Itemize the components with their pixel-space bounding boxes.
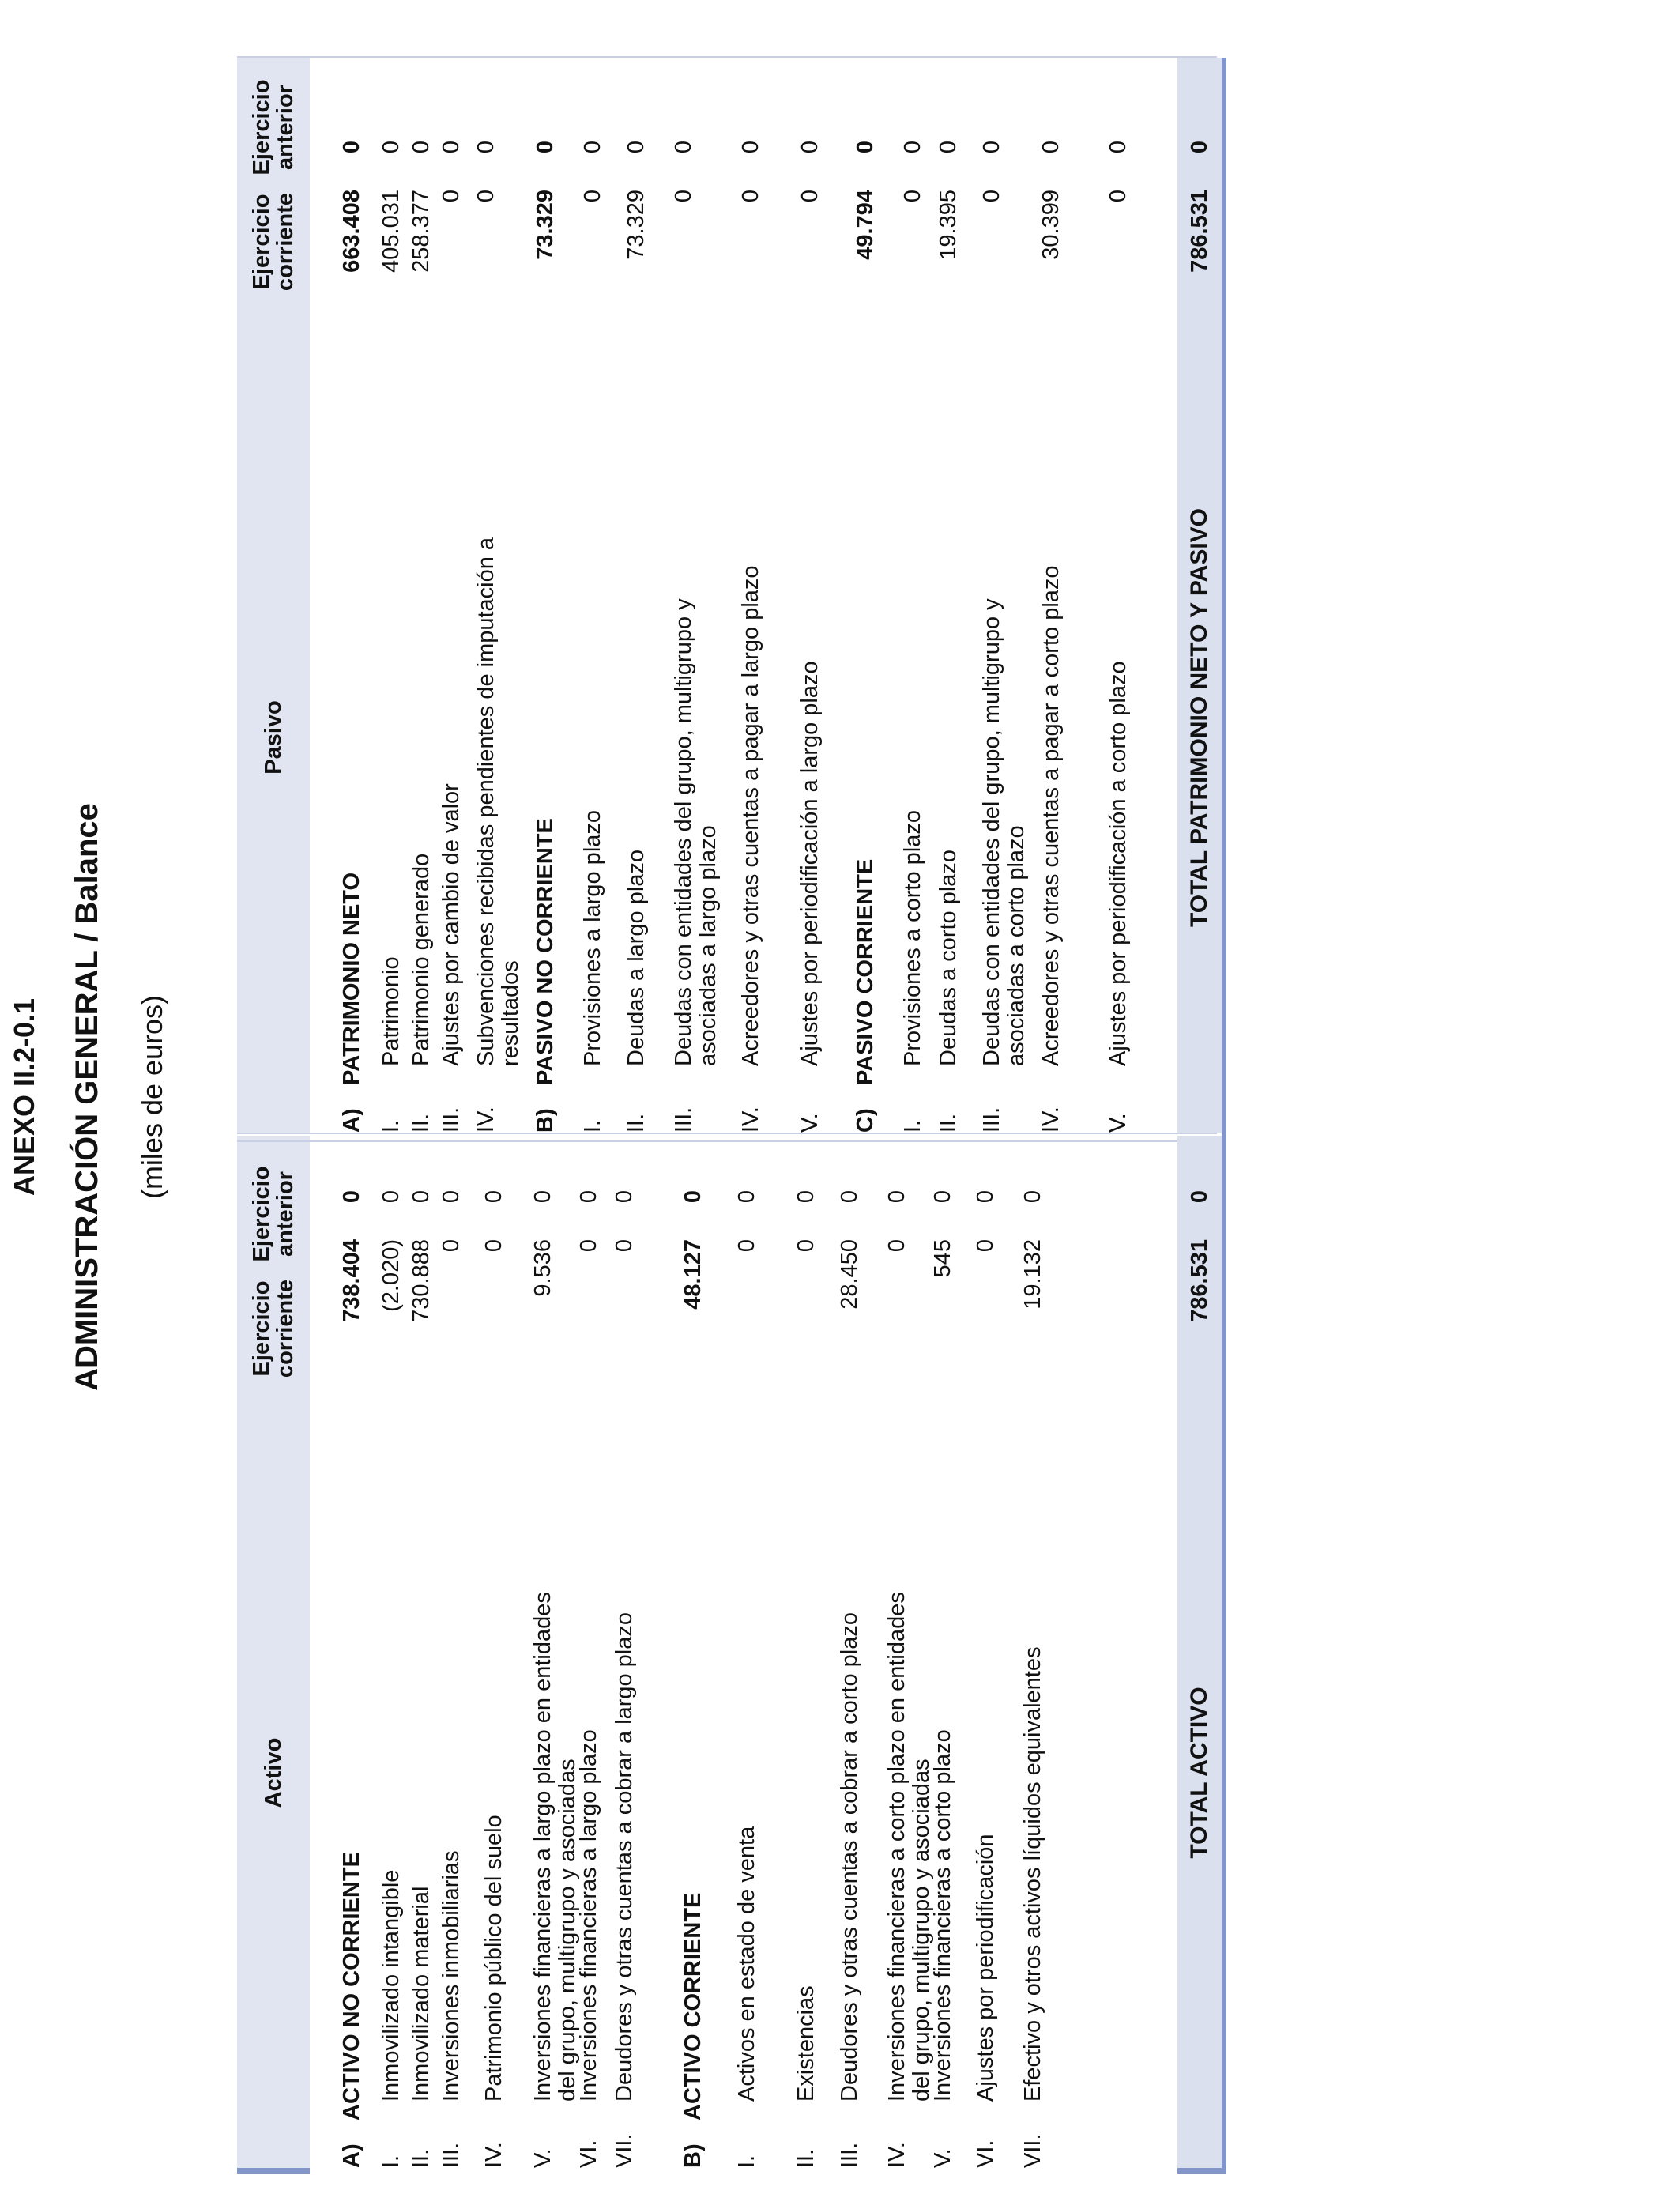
activo-row-current: 0 xyxy=(793,1239,819,1253)
activo-row-current: 738.404 xyxy=(339,1239,364,1322)
activo-row-current: 730.888 xyxy=(409,1239,434,1322)
pasivo-row-current: 405.031 xyxy=(379,190,404,273)
pasivo-row-label: Acreedores y otras cuentas a pagar a largo plazo xyxy=(738,565,763,1066)
activo-row-code: VII. xyxy=(1020,2133,1045,2168)
activo-row-previous: 0 xyxy=(680,1190,706,1204)
pasivo-row-current: 0 xyxy=(900,190,925,203)
pasivo-row-code: A) xyxy=(339,1108,364,1133)
pasivo-row-label: PASIVO CORRIENTE xyxy=(853,858,878,1085)
pasivo-row-current: 30.399 xyxy=(1038,190,1064,260)
pasivo-row-code: V. xyxy=(797,1113,823,1133)
activo-row-code: VI. xyxy=(576,2139,601,2168)
activo-row-code: I. xyxy=(379,2154,404,2168)
pasivo-row-previous: 0 xyxy=(439,141,464,154)
pasivo-row-label: PASIVO NO CORRIENTE xyxy=(533,818,558,1085)
pasivo-row-previous: 0 xyxy=(671,141,696,154)
activo-row-label: Inversiones financieras a largo plazo en entidades del grupo, multigrupo y asociadas xyxy=(530,1592,580,2102)
activo-row-previous: 0 xyxy=(612,1190,637,1204)
activo-row-current: 0 xyxy=(973,1239,998,1253)
column-separator xyxy=(237,56,1217,58)
pasivo-row-previous: 0 xyxy=(623,141,649,154)
activo-row-previous: 0 xyxy=(1020,1190,1045,1204)
activo-row-previous: 0 xyxy=(409,1190,434,1204)
pasivo-row-code: B) xyxy=(533,1108,558,1133)
pasivo-row-previous: 0 xyxy=(797,141,823,154)
activo-row-current: (2.020) xyxy=(379,1239,404,1312)
pasivo-row-label: Deudas con entidades del grupo, multigrupo y asociadas a largo plazo xyxy=(671,598,721,1066)
pasivo-row-previous: 0 xyxy=(473,141,499,154)
activo-row-label: Inmovilizado material xyxy=(409,1886,434,2102)
activo-row-label: Efectivo y otros activos líquidos equivalentes xyxy=(1020,1646,1045,2102)
pasivo-row-code: II. xyxy=(936,1113,961,1133)
pasivo-row-previous: 0 xyxy=(1106,141,1131,154)
activo-row-previous: 0 xyxy=(339,1190,364,1204)
total-pasivo-label: TOTAL PATRIMONIO NETO Y PASIVO xyxy=(1186,507,1212,928)
activo-row-previous: 0 xyxy=(530,1190,556,1204)
activo-row-previous: 0 xyxy=(930,1190,955,1204)
activo-row-current: 19.132 xyxy=(1020,1239,1045,1310)
units-subtitle: (miles de euros) xyxy=(136,994,168,1200)
pasivo-row-current: 0 xyxy=(979,190,1004,203)
pasivo-row-label: Subvenciones recibidas pendientes de imputación a resultados xyxy=(473,537,523,1066)
pasivo-row-label: Deudas a corto plazo xyxy=(936,849,961,1066)
pasivo-row-current: 0 xyxy=(797,190,823,203)
pasivo-previous-header: Ejercicio anterior xyxy=(249,79,298,175)
pasivo-row-label: Patrimonio xyxy=(379,956,404,1066)
pasivo-row-code: V. xyxy=(1106,1113,1131,1133)
activo-row-label: Existencias xyxy=(793,1985,819,2102)
pasivo-row-label: Deudas a largo plazo xyxy=(623,849,649,1066)
annex-title: ANEXO II.2-0.1 xyxy=(8,997,40,1197)
column-separator xyxy=(237,1133,1217,1134)
total-activo-previous: 0 xyxy=(1186,1190,1212,1204)
pasivo-row-previous: 0 xyxy=(738,141,763,154)
activo-row-code: III. xyxy=(837,2142,862,2168)
activo-row-code: IV. xyxy=(481,2142,507,2168)
activo-row-code: I. xyxy=(734,2154,759,2168)
pasivo-row-previous: 0 xyxy=(379,141,404,154)
pasivo-row-previous: 0 xyxy=(853,141,878,154)
column-separator xyxy=(237,1140,1217,1142)
activo-row-current: 48.127 xyxy=(680,1239,706,1310)
pasivo-row-current: 0 xyxy=(738,190,763,203)
pasivo-row-previous: 0 xyxy=(936,141,961,154)
activo-row-current: 0 xyxy=(576,1239,601,1253)
activo-row-code: VII. xyxy=(612,2133,637,2168)
pasivo-row-code: III. xyxy=(979,1106,1004,1133)
pasivo-row-code: II. xyxy=(409,1113,434,1133)
pasivo-row-previous: 0 xyxy=(979,141,1004,154)
pasivo-row-code: III. xyxy=(439,1106,464,1133)
pasivo-row-code: IV. xyxy=(1038,1106,1064,1133)
activo-row-current: 28.450 xyxy=(837,1239,862,1310)
pasivo-row-label: Ajustes por periodificación a largo plazo xyxy=(797,661,823,1066)
pasivo-row-current: 19.395 xyxy=(936,190,961,260)
activo-column-header: Activo xyxy=(261,1737,286,1808)
pasivo-row-label: Ajustes por periodificación a corto plazo xyxy=(1106,661,1131,1066)
pasivo-row-previous: 0 xyxy=(533,141,558,154)
page-title: ADMINISTRACIÓN GENERAL / Balance xyxy=(70,803,104,1391)
activo-row-current: 0 xyxy=(734,1239,759,1253)
pasivo-row-label: Acreedores y otras cuentas a pagar a corto plazo xyxy=(1038,565,1064,1066)
activo-row-label: Deudores y otras cuentas a cobrar a largo plazo xyxy=(612,1612,637,2102)
activo-row-label: Inversiones financieras a corto plazo xyxy=(930,1729,955,2102)
activo-row-label: Inmovilizado intangible xyxy=(379,1869,404,2102)
pasivo-row-previous: 0 xyxy=(339,141,364,154)
activo-row-current: 9.536 xyxy=(530,1239,556,1297)
activo-row-label: Activos en estado de venta xyxy=(734,1826,759,2102)
pasivo-row-label: PATRIMONIO NETO xyxy=(339,872,364,1085)
pasivo-row-label: Patrimonio generado xyxy=(409,853,434,1066)
pasivo-row-current: 0 xyxy=(439,190,464,203)
activo-row-current: 0 xyxy=(481,1239,507,1253)
activo-row-label: Patrimonio público del suelo xyxy=(481,1815,507,2102)
pasivo-row-previous: 0 xyxy=(1038,141,1064,154)
pasivo-row-label: Deudas con entidades del grupo, multigrupo y asociadas a corto plazo xyxy=(979,598,1029,1066)
activo-row-code: B) xyxy=(680,2143,706,2168)
activo-row-label: Inversiones financieras a corto plazo en entidades del grupo, multigrupo y asociadas xyxy=(884,1592,934,2102)
activo-row-code: IV. xyxy=(884,2142,910,2168)
pasivo-column-header: Pasivo xyxy=(261,700,286,775)
activo-previous-header: Ejercicio anterior xyxy=(249,1166,298,1262)
pasivo-row-current: 0 xyxy=(1106,190,1131,203)
activo-row-previous: 0 xyxy=(379,1190,404,1204)
activo-row-current: 0 xyxy=(439,1239,464,1253)
pasivo-row-current: 0 xyxy=(671,190,696,203)
pasivo-row-code: IV. xyxy=(738,1106,763,1133)
pasivo-row-previous: 0 xyxy=(580,141,605,154)
pasivo-row-label: Ajustes por cambio de valor xyxy=(439,783,464,1066)
pasivo-row-current: 0 xyxy=(473,190,499,203)
activo-row-label: Inversiones financieras a largo plazo xyxy=(576,1729,601,2102)
activo-row-previous: 0 xyxy=(884,1190,910,1204)
pasivo-row-code: IV. xyxy=(473,1106,499,1133)
pasivo-row-previous: 0 xyxy=(900,141,925,154)
activo-row-label: ACTIVO NO CORRIENTE xyxy=(339,1852,364,2120)
activo-row-previous: 0 xyxy=(837,1190,862,1204)
pasivo-row-current: 663.408 xyxy=(339,190,364,273)
activo-row-current: 0 xyxy=(612,1239,637,1253)
pasivo-row-label: Provisiones a largo plazo xyxy=(580,809,605,1066)
activo-row-code: V. xyxy=(930,2148,955,2168)
activo-row-previous: 0 xyxy=(439,1190,464,1204)
pasivo-row-code: C) xyxy=(853,1108,878,1133)
pasivo-row-code: I. xyxy=(900,1119,925,1133)
activo-row-current: 0 xyxy=(884,1239,910,1253)
activo-row-label: Ajustes por periodificación xyxy=(973,1834,998,2102)
activo-row-label: Inversiones inmobiliarias xyxy=(439,1850,464,2102)
pasivo-row-code: II. xyxy=(623,1113,649,1133)
activo-row-code: II. xyxy=(409,2148,434,2168)
pasivo-row-current: 0 xyxy=(580,190,605,203)
pasivo-row-code: III. xyxy=(671,1106,696,1133)
activo-row-code: A) xyxy=(339,2143,364,2168)
activo-row-previous: 0 xyxy=(734,1190,759,1204)
activo-row-previous: 0 xyxy=(793,1190,819,1204)
activo-row-previous: 0 xyxy=(973,1190,998,1204)
activo-row-code: V. xyxy=(530,2148,556,2168)
pasivo-row-current: 49.794 xyxy=(853,190,878,260)
activo-row-label: Deudores y otras cuentas a cobrar a corto plazo xyxy=(837,1612,862,2102)
pasivo-row-label: Provisiones a corto plazo xyxy=(900,810,925,1066)
total-activo-label: TOTAL ACTIVO xyxy=(1186,1687,1212,1859)
pasivo-row-current: 73.329 xyxy=(533,190,558,260)
activo-row-current: 545 xyxy=(930,1239,955,1278)
activo-row-code: III. xyxy=(439,2142,464,2168)
activo-row-code: II. xyxy=(793,2148,819,2168)
pasivo-row-code: I. xyxy=(379,1119,404,1133)
total-activo-current: 786.531 xyxy=(1186,1239,1212,1322)
bottom-rule xyxy=(1222,58,1226,2174)
pasivo-row-previous: 0 xyxy=(409,141,434,154)
total-pasivo-current: 786.531 xyxy=(1186,190,1212,273)
activo-row-previous: 0 xyxy=(481,1190,507,1204)
activo-row-code: VI. xyxy=(973,2139,998,2168)
activo-row-previous: 0 xyxy=(576,1190,601,1204)
pasivo-row-code: I. xyxy=(580,1119,605,1133)
activo-row-label: ACTIVO CORRIENTE xyxy=(680,1892,706,2120)
pasivo-row-current: 73.329 xyxy=(623,190,649,260)
pasivo-row-current: 258.377 xyxy=(409,190,434,273)
activo-current-header: Ejercicio corriente xyxy=(249,1279,298,1378)
total-pasivo-previous: 0 xyxy=(1186,141,1212,154)
pasivo-current-header: Ejercicio corriente xyxy=(249,192,298,292)
